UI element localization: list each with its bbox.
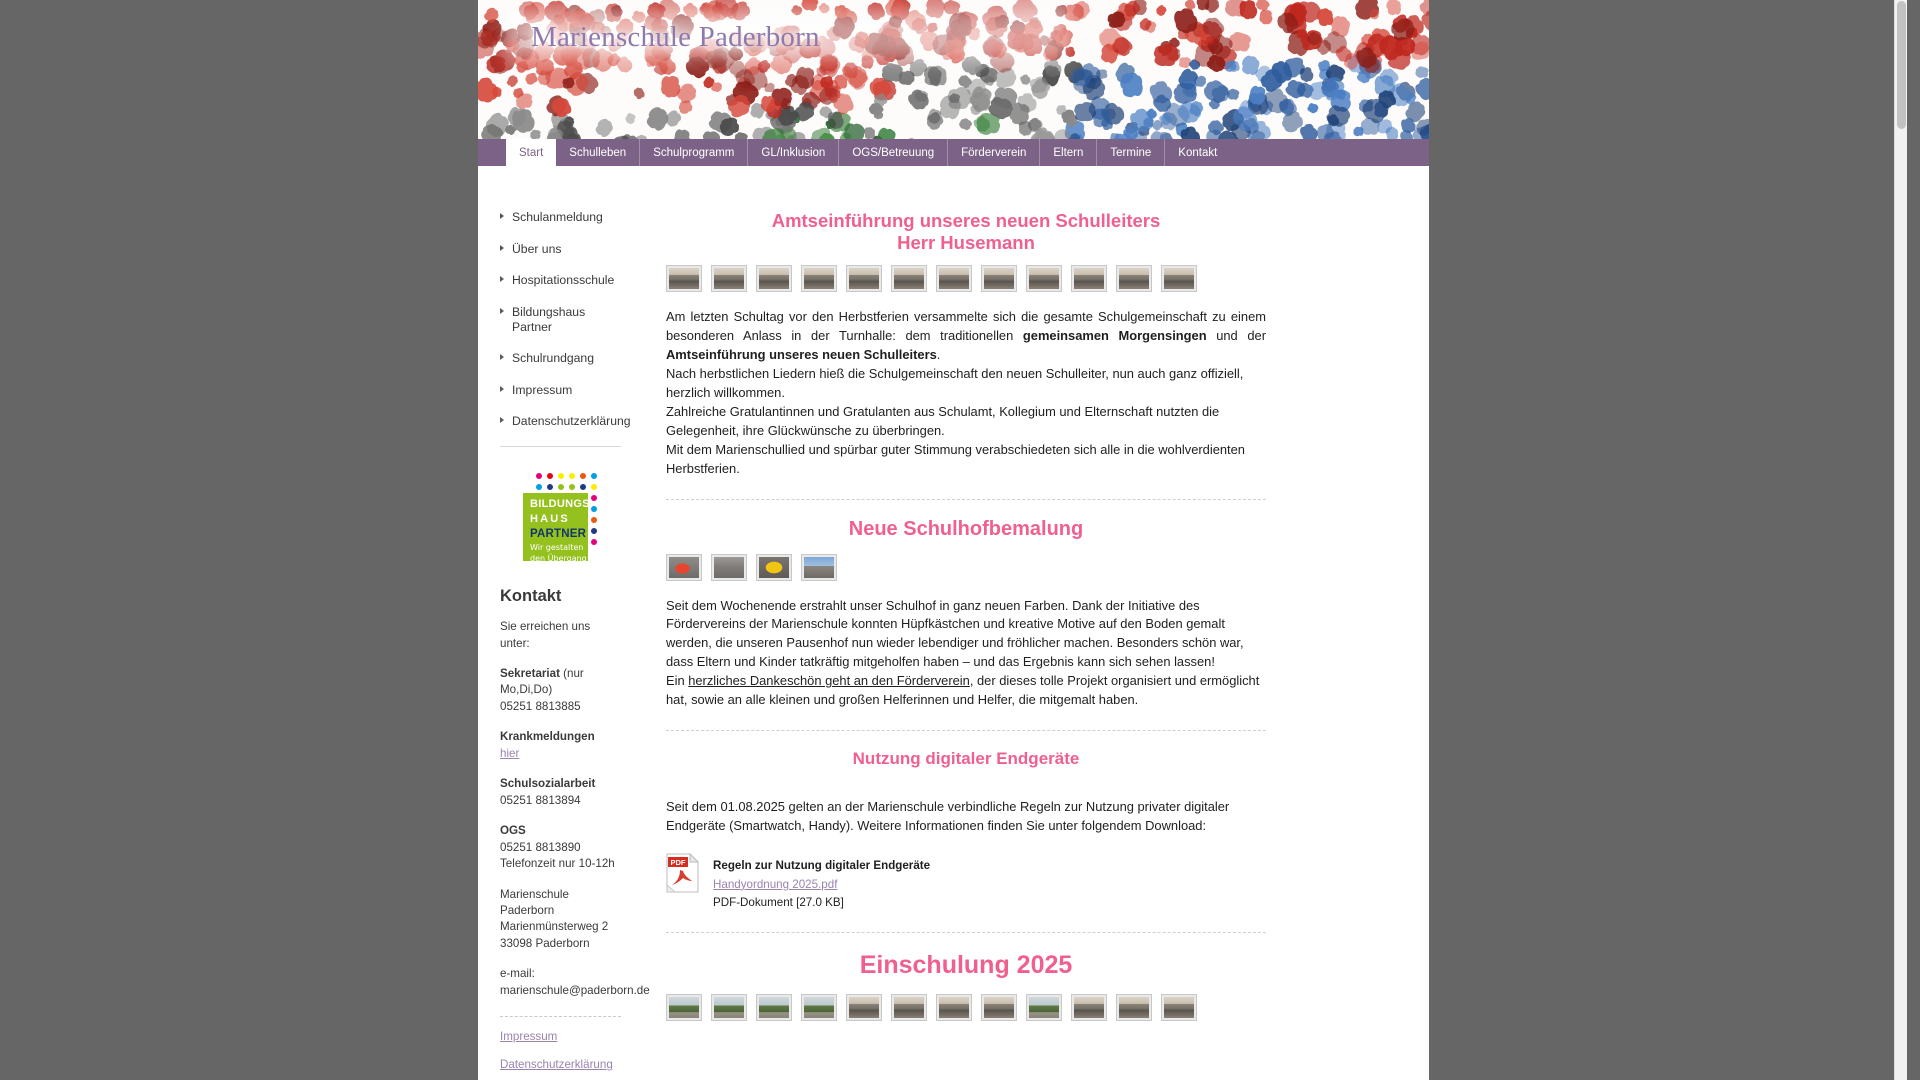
handprint (1386, 130, 1396, 139)
gallery-thumbnail[interactable] (891, 994, 927, 1021)
handprint (827, 90, 838, 102)
thumbnail-image (804, 268, 834, 289)
bildungshaus-partner-logo (523, 473, 603, 561)
sekretariat-phone: 05251 8813885 (500, 699, 581, 713)
logo-dot (569, 473, 575, 479)
sidebar-datenschutz-link[interactable]: Datenschutzerklärung (500, 1058, 613, 1072)
handprint (1098, 71, 1107, 79)
gallery-thumbnail[interactable] (1116, 265, 1152, 292)
sidebar-footer-divider (500, 1016, 621, 1017)
handprint (864, 130, 873, 139)
logo-green-box (523, 493, 588, 561)
handprint (1307, 102, 1316, 111)
section-paragraph: Am letzten Schultag vor den Herbstferien versammelte sich die gesamte Schulgemeinschaft zu einem besonderen Anlass in der Turnhalle: dem traditionellen gemeinsamen Morgensingen und der Amtseinführung unseres neuen Schulleiters. (666, 309, 1266, 362)
handprint (821, 109, 831, 120)
handprint (1381, 95, 1393, 109)
sidebar-item-bildungshaus-partner[interactable] (500, 305, 621, 334)
section-title-line-1: Nutzung digitaler Endgeräte (852, 749, 1080, 769)
handprint (1318, 13, 1330, 27)
logo-tagline-line: Wir gestalten (530, 543, 584, 553)
handprint (751, 126, 771, 139)
logo-dot (536, 473, 542, 479)
download-filename-link[interactable]: Handyordnung 2025.pdf (713, 877, 838, 891)
handprint (1417, 76, 1429, 95)
sidebar (478, 210, 650, 1080)
thumbnail-image (669, 557, 699, 578)
logo-dot (558, 473, 564, 479)
thumbnail-image (1164, 268, 1194, 289)
handprint (995, 71, 1010, 83)
nav-item-label: OGS/Betreuung (852, 146, 935, 159)
scrollbar-thumb[interactable] (1897, 1, 1906, 129)
sidebar-item-label: Schulrundgang (512, 351, 594, 366)
logo-line-2: HAUS (530, 513, 570, 526)
gallery-thumbnail[interactable] (1071, 265, 1107, 292)
handprint (748, 105, 761, 118)
handprint (1140, 127, 1150, 136)
logo-dot (591, 473, 597, 479)
section-divider (666, 730, 1266, 731)
thumbnail-image (1074, 268, 1104, 289)
download-title: Regeln zur Nutzung digitaler Endgeräte (713, 859, 931, 873)
thumbnail-image (894, 268, 924, 289)
handprint (1119, 63, 1137, 80)
kontakt-email (500, 966, 650, 999)
kontakt-krankmeldungen (500, 729, 621, 762)
sidebar-item-label: Schulanmeldung (512, 210, 603, 224)
handprint (1318, 61, 1327, 69)
sidebar-item-hospitationsschule[interactable] (500, 273, 621, 288)
sidebar-item-schulanmeldung[interactable] (500, 210, 621, 225)
handprint (1180, 8, 1195, 25)
nav-item-kontakt[interactable] (1164, 139, 1230, 166)
handprint (727, 98, 744, 112)
section-title-line-2: Herr Husemann (897, 232, 1035, 253)
emphasis: Amtseinführung unseres neuen Schulleiters (666, 346, 937, 362)
section-title-line-1: Einschulung 2025 (859, 950, 1073, 979)
sidebar-kontakt-heading: Kontakt (500, 587, 562, 606)
handprint (836, 100, 849, 116)
handprint (1419, 1, 1429, 13)
schulsozialarbeit-phone: 05251 8813894 (500, 793, 581, 807)
chevron-right-icon (500, 245, 504, 251)
nav-item-schulprogramm[interactable] (639, 139, 747, 166)
logo-line-3: PARTNER (530, 528, 587, 541)
thumbnail-image (1119, 268, 1149, 289)
handprint (1316, 42, 1328, 53)
thumbnail-image (1029, 997, 1059, 1018)
ogs-hours: Telefonzeit nur 10-12h (500, 857, 615, 871)
kontakt-ogs (500, 823, 621, 872)
handprint (1189, 58, 1198, 67)
logo-dot (591, 484, 597, 490)
page-scrollbar[interactable] (1894, 0, 1907, 1080)
logo-dot (558, 484, 564, 490)
sidebar-impressum-link[interactable]: Impressum (500, 1030, 558, 1044)
thumbnail-image (804, 997, 834, 1018)
handprint (1408, 30, 1418, 39)
handprint (532, 131, 541, 139)
handprint (726, 122, 740, 134)
handprint (1237, 113, 1253, 131)
chevron-right-icon (500, 417, 504, 423)
gallery-thumbnail[interactable] (1161, 994, 1197, 1021)
gallery-thumbnail[interactable] (756, 554, 792, 581)
email-label: e-mail: (500, 967, 535, 981)
nav-item-label: Termine (1110, 146, 1152, 159)
gallery-thumbnail[interactable] (711, 554, 747, 581)
handprint (507, 77, 517, 86)
nav-left-spacer (478, 139, 506, 166)
section-title-line-1: Neue Schulhofbemalung (848, 517, 1084, 540)
handprint (1177, 30, 1186, 38)
handprint (1153, 44, 1173, 62)
logo-line-4 (530, 543, 587, 565)
gallery-thumbnail[interactable] (1116, 994, 1152, 1021)
svg-text:PDF: PDF (670, 858, 686, 868)
handprint (1302, 67, 1312, 78)
handprint (545, 68, 563, 84)
handprint (594, 121, 609, 136)
ogs-label: OGS (500, 824, 526, 838)
thumbnail-image (714, 557, 744, 578)
site-banner (478, 0, 1429, 139)
handprint (1148, 109, 1155, 117)
gallery-thumbnail[interactable] (891, 265, 927, 292)
logo-dot (547, 473, 553, 479)
section-paragraph: Nach herbstlichen Liedern hieß die Schulgemeinschaft den neuen Schulleiter, nun auch ganz offiziell, herzlich willkommen. (666, 365, 1244, 400)
logo-dot (547, 484, 553, 490)
sidebar-item-über-uns[interactable] (500, 242, 621, 257)
handprint (835, 78, 845, 89)
thumbnail-image (984, 268, 1014, 289)
handprint (760, 61, 770, 70)
handprint (1229, 91, 1239, 101)
sidebar-item-label: Über uns (512, 241, 562, 256)
layout-gutter (621, 210, 666, 1080)
handprint (492, 89, 500, 98)
section-paragraph: Ein herzliches Dankeschön geht an den Förderverein, der dieses tolle Projekt organisiert und ermöglicht hat, sowie an alle kleinen und großen Helferinnen und Helfer, die mitgemalt haben. (666, 673, 1260, 708)
thumbnail-image (714, 268, 744, 289)
thumbnail-image (984, 997, 1014, 1018)
nav-item-ogs-betreuung[interactable] (838, 139, 947, 166)
sidebar-item-label: Hospitationsschule (512, 273, 615, 288)
download-size: PDF-Dokument [27.0 KB] (713, 895, 844, 909)
handprint (1048, 59, 1059, 72)
sidebar-menu[interactable] (500, 210, 631, 429)
ogs-phone: 05251 8813890 (500, 840, 581, 854)
handprint (677, 129, 691, 139)
nav-item-label: Eltern (1053, 146, 1084, 159)
gallery-thumbnail[interactable] (981, 265, 1017, 292)
handprint (962, 121, 973, 132)
nav-item-label: Kontakt (1178, 146, 1218, 159)
handprint (878, 97, 888, 106)
gallery-thumbnail[interactable] (666, 994, 702, 1021)
nav-item-start[interactable] (506, 139, 556, 166)
sidebar-divider (500, 446, 621, 447)
thumbnail-image (1164, 997, 1194, 1018)
handprint (1405, 117, 1414, 128)
inline-link[interactable]: herzliches Dankeschön geht an den Förderverein (688, 673, 970, 689)
section-title (666, 749, 1266, 769)
nav-item-label: Schulprogramm (653, 146, 735, 159)
handprint (1067, 47, 1074, 55)
nav-item-termine[interactable] (1096, 139, 1164, 166)
handprint (1228, 63, 1237, 70)
handprint (701, 130, 717, 139)
gallery-thumbnail[interactable] (846, 265, 882, 292)
handprint (562, 78, 572, 86)
handprint (1275, 68, 1287, 83)
gallery-thumbnail[interactable] (711, 994, 747, 1021)
handprint (1300, 85, 1314, 99)
nav-item-f-rderverein[interactable] (947, 139, 1039, 166)
logo-line-1: BILDUNGS (530, 498, 590, 511)
sidebar-item-impressum[interactable] (500, 383, 621, 398)
pdf-icon (666, 853, 699, 893)
main-navigation[interactable] (478, 139, 1429, 166)
handprint (1073, 102, 1090, 118)
section-paragraph: Zahlreiche Gratulantinnen und Gratulanten aus Schulamt, Kollegium und Elternschaft nutzten die Gelegenheit, ihre Glückwünsche zu überbringen. (666, 403, 1220, 438)
download-meta (713, 853, 930, 911)
thumbnail-image (1119, 997, 1149, 1018)
kontakt-schulsozialarbeit (500, 776, 621, 809)
logo-dot (580, 484, 586, 490)
gallery-thumbnail[interactable] (1026, 994, 1062, 1021)
logo-dot (591, 517, 597, 523)
email-address: marienschule@paderborn.de (500, 983, 650, 997)
handprint (1232, 35, 1251, 53)
sidebar-item-label: Bildungshaus Partner (512, 304, 586, 334)
handprint (1022, 74, 1028, 81)
handprint (880, 127, 898, 139)
sidebar-item-label: Datenschutzerklärung (512, 414, 631, 429)
nav-item-schulleben[interactable] (556, 139, 639, 166)
handprint (520, 63, 529, 70)
thumbnail-image (894, 997, 924, 1018)
section-divider (666, 932, 1266, 933)
gallery-thumbnail[interactable] (801, 994, 837, 1021)
address-line-2: Marienmünsterweg 2 (500, 920, 609, 934)
emphasis: gemeinsamen Morgensingen (1022, 327, 1207, 343)
handprint (1338, 45, 1350, 58)
kontakt-intro: Sie erreichen uns unter: (500, 620, 591, 650)
section-paragraph: Mit dem Marienschullied und spürbar guter Stimmung verabschiedeten sich alle in die wohlverdienten Herbstferien. (666, 441, 1245, 476)
logo-dot (591, 495, 597, 501)
handprint (1179, 56, 1189, 66)
gallery-thumbnail[interactable] (1161, 265, 1197, 292)
nav-item-label: Start (519, 146, 544, 159)
logo-dot (569, 484, 575, 490)
chevron-right-icon (500, 386, 504, 392)
thumbnail-image (1074, 997, 1104, 1018)
logo-dot (591, 506, 597, 512)
handprint (1282, 103, 1294, 117)
section-title-line-1: Amtseinführung unseres neuen Schulleiters (771, 210, 1161, 231)
logo-dot (580, 473, 586, 479)
handprint (627, 113, 636, 122)
thumbnail-image (849, 997, 879, 1018)
handprint (824, 78, 834, 86)
nav-item-gl-inklusion[interactable] (747, 139, 838, 166)
handprint (1303, 123, 1315, 136)
handprint (520, 97, 534, 110)
thumbnail-image (759, 997, 789, 1018)
handprint (1322, 127, 1334, 137)
gallery-thumbnail[interactable] (801, 554, 837, 581)
gallery-thumbnail[interactable] (711, 265, 747, 292)
logo-dot (536, 484, 542, 490)
chevron-right-icon (500, 213, 504, 219)
logo-tagline-line: den Übergang (530, 553, 587, 563)
thumbnail-image (669, 997, 699, 1018)
handprint (1121, 79, 1138, 98)
handprint (1154, 80, 1169, 97)
gallery-thumbnail[interactable] (666, 554, 702, 581)
handprint (973, 105, 979, 112)
kontakt-sekretariat (500, 666, 621, 715)
handprint (1159, 7, 1168, 15)
handprint (886, 67, 904, 84)
thumbnail-image (669, 268, 699, 289)
chevron-right-icon (500, 308, 504, 314)
section-title (666, 210, 1266, 254)
schulsozialarbeit-label: Schulsozialarbeit (500, 777, 596, 791)
handprint (517, 90, 524, 96)
gallery-thumbnail[interactable] (666, 265, 702, 292)
krankmeldungen-label: Krankmeldungen (500, 730, 595, 744)
sekretariat-note: (nur Mo,Di,Do) (500, 667, 584, 697)
thumbnail-image (849, 268, 879, 289)
handprint (1286, 78, 1303, 95)
handprint (1241, 59, 1257, 75)
thumbnail-image (1029, 268, 1059, 289)
gallery-thumbnail[interactable] (846, 994, 882, 1021)
gallery-thumbnail[interactable] (936, 265, 972, 292)
thumbnail-image (939, 268, 969, 289)
handprint (1386, 3, 1398, 16)
gallery-thumbnail[interactable] (981, 994, 1017, 1021)
main-content (666, 210, 1266, 1080)
handprint (914, 62, 928, 74)
download-item[interactable] (666, 853, 1266, 911)
section-title (666, 951, 1266, 981)
section-paragraph: Seit dem 01.08.2025 gelten an der Marienschule verbindliche Regeln zur Nutzung privater digitaler Endgeräte (Smartwatch, Handy). Weitere Informationen finden Sie unter folgendem Download: (666, 798, 1230, 833)
sidebar-item-datenschutzerklärung[interactable] (500, 414, 631, 429)
thumbnail-image (804, 557, 834, 578)
section-paragraph: Seit dem Wochenende erstrahlt unser Schulhof in ganz neuen Farben. Dank der Initiative des Fördervereins der Marienschule konnten Hüpfkästchen und kreative Motive auf den Boden gemalt werden, die unseren Pausenhof nun wieder lebendiger und fröhlicher machen. Besonders schön war, dass Eltern und Kinder tatkräftig mitgeholfen haben – und das Ergebnis kann sich sehen lassen! (666, 597, 1244, 670)
site-title: Marienschule Paderborn (531, 21, 820, 53)
thumbnail-gallery (666, 554, 1266, 581)
krankmeldungen-link[interactable]: hier (500, 746, 520, 760)
handprint (1200, 43, 1207, 51)
nav-item-eltern[interactable] (1039, 139, 1096, 166)
handprint (517, 108, 533, 126)
chevron-right-icon (500, 276, 504, 282)
handprint (683, 104, 693, 112)
section-divider (666, 499, 1266, 500)
handprint (1187, 3, 1194, 11)
logo-dot (591, 539, 597, 545)
handprint (1288, 116, 1304, 130)
thumbnail-image (759, 268, 789, 289)
thumbnail-image (939, 997, 969, 1018)
gallery-thumbnail[interactable] (1071, 994, 1107, 1021)
handprint (1391, 22, 1407, 35)
logo-dot (591, 528, 597, 534)
handprint (644, 110, 664, 130)
thumbnail-image (759, 557, 789, 578)
handprint (507, 127, 515, 136)
handprint (1171, 37, 1178, 45)
address-line-1: Marienschule Paderborn (500, 887, 569, 918)
handprint (982, 117, 1002, 135)
address-line-3: 33098 Paderborn (500, 936, 590, 950)
handprint (482, 10, 495, 22)
thumbnail-gallery (666, 265, 1266, 292)
handprint (1185, 127, 1198, 139)
gallery-thumbnail[interactable] (756, 994, 792, 1021)
handprint (1356, 128, 1365, 136)
kontakt-address (500, 887, 621, 953)
gallery-thumbnail[interactable] (936, 994, 972, 1021)
handprint (478, 77, 494, 96)
page-body (478, 166, 1429, 1080)
handprint (1407, 93, 1417, 103)
nav-item-label: GL/Inklusion (761, 146, 826, 159)
sekretariat-label: Sekretariat (500, 667, 560, 681)
thumbnail-image (714, 997, 744, 1018)
sidebar-item-label: Impressum (512, 382, 573, 397)
thumbnail-gallery (666, 994, 1266, 1021)
gallery-thumbnail[interactable] (801, 265, 837, 292)
website-container (478, 0, 1429, 1080)
gallery-thumbnail[interactable] (1026, 265, 1062, 292)
handprint (1031, 119, 1042, 129)
handprint (529, 75, 537, 82)
handprint (876, 109, 883, 117)
sidebar-item-schulrundgang[interactable] (500, 351, 621, 366)
handprint (635, 90, 642, 98)
handprint (929, 71, 944, 87)
chevron-right-icon (500, 354, 504, 360)
handprint (669, 113, 682, 125)
gallery-thumbnail[interactable] (756, 265, 792, 292)
nav-item-label: Schulleben (569, 146, 627, 159)
handprint (676, 87, 692, 101)
nav-item-label: Förderverein (961, 146, 1027, 159)
handprint (764, 82, 773, 90)
section-title (666, 518, 1266, 542)
